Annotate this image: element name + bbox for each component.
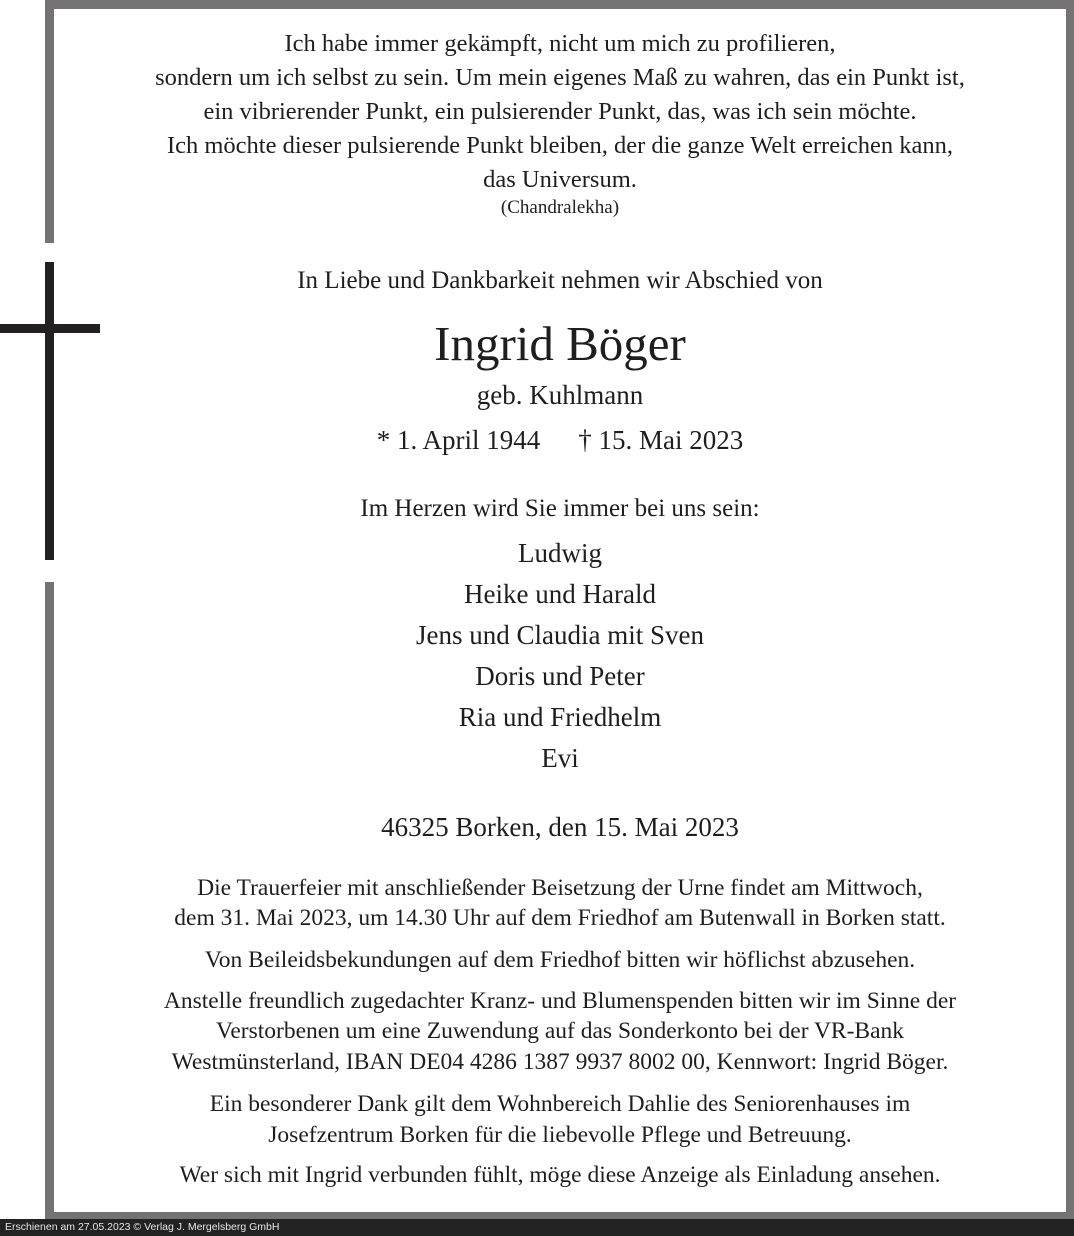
quote-line: Ich habe immer gekämpft, nicht um mich zu profilieren,	[284, 30, 836, 57]
mourner-name: Evi	[541, 743, 579, 773]
condolences-note: Von Beileidsbekundungen auf dem Friedhof bitten wir höflichst abzusehen.	[204, 947, 916, 973]
mourners-intro: Im Herzen wird Sie immer bei uns sein:	[360, 495, 760, 522]
quote-line: sondern um ich selbst zu sein. Um mein eigenes Maß zu wahren, das ein Punkt ist,	[155, 64, 965, 91]
maiden-name: geb. Kuhlmann	[476, 380, 644, 410]
donation-info-line: Westmünsterland, IBAN DE04 4286 1387 9937 8002 00, Kennwort: Ingrid Böger.	[171, 1049, 949, 1075]
quote-author: (Chandralekha)	[500, 197, 620, 218]
funeral-info-line: Die Trauerfeier mit anschließender Beisetzung der Urne findet am Mittwoch,	[197, 875, 923, 901]
mourner-name: Ludwig	[518, 538, 602, 568]
deceased-name: Ingrid Böger	[434, 316, 686, 371]
death-date: † 15. Mai 2023	[578, 425, 744, 455]
invitation-note: Wer sich mit Ingrid verbunden fühlt, möge diese Anzeige als Einladung ansehen.	[179, 1162, 941, 1188]
farewell-intro: In Liebe und Dankbarkeit nehmen wir Abschied von	[297, 267, 823, 294]
quote-line: Ich möchte dieser pulsierende Punkt bleiben, der die ganze Welt erreichen kann,	[166, 132, 954, 159]
mourner-name: Jens und Claudia mit Sven	[416, 620, 704, 650]
frame-border-top	[45, 0, 1074, 9]
thanks-line: Josefzentrum Borken für die liebevolle Pflege und Betreuung.	[268, 1122, 852, 1148]
publication-credit: Erschienen am 27.05.2023 © Verlag J. Mergelsberg GmbH	[5, 1221, 280, 1233]
frame-border-right	[1066, 0, 1074, 1219]
quote-line: ein vibrierender Punkt, ein pulsierender Punkt, das, was ich sein möchte.	[203, 98, 917, 125]
frame-border-left-lower	[45, 582, 54, 1219]
frame-border-left-upper	[45, 0, 54, 243]
life-dates	[54, 425, 1066, 456]
quote-line: das Universum.	[483, 166, 637, 193]
frame-border-bottom	[45, 1212, 1074, 1219]
cross-vertical-bar	[45, 262, 54, 560]
donation-info-line: Anstelle freundlich zugedachter Kranz- und Blumenspenden bitten wir im Sinne der	[163, 988, 957, 1014]
mourner-name: Doris und Peter	[475, 661, 645, 691]
place-and-date: 46325 Borken, den 15. Mai 2023	[381, 812, 739, 842]
thanks-line: Ein besonderer Dank gilt dem Wohnbereich Dahlie des Seniorenhauses im	[209, 1091, 911, 1117]
publication-footer	[0, 1219, 1074, 1236]
mourner-name: Heike und Harald	[464, 579, 656, 609]
birth-date: * 1. April 1944	[376, 425, 541, 455]
mourner-name: Ria und Friedhelm	[458, 702, 662, 732]
funeral-info-line: dem 31. Mai 2023, um 14.30 Uhr auf dem Friedhof am Butenwall in Borken statt.	[174, 905, 946, 931]
donation-info-line: Verstorbenen um eine Zuwendung auf das Sonderkonto bei der VR-Bank	[215, 1018, 905, 1044]
